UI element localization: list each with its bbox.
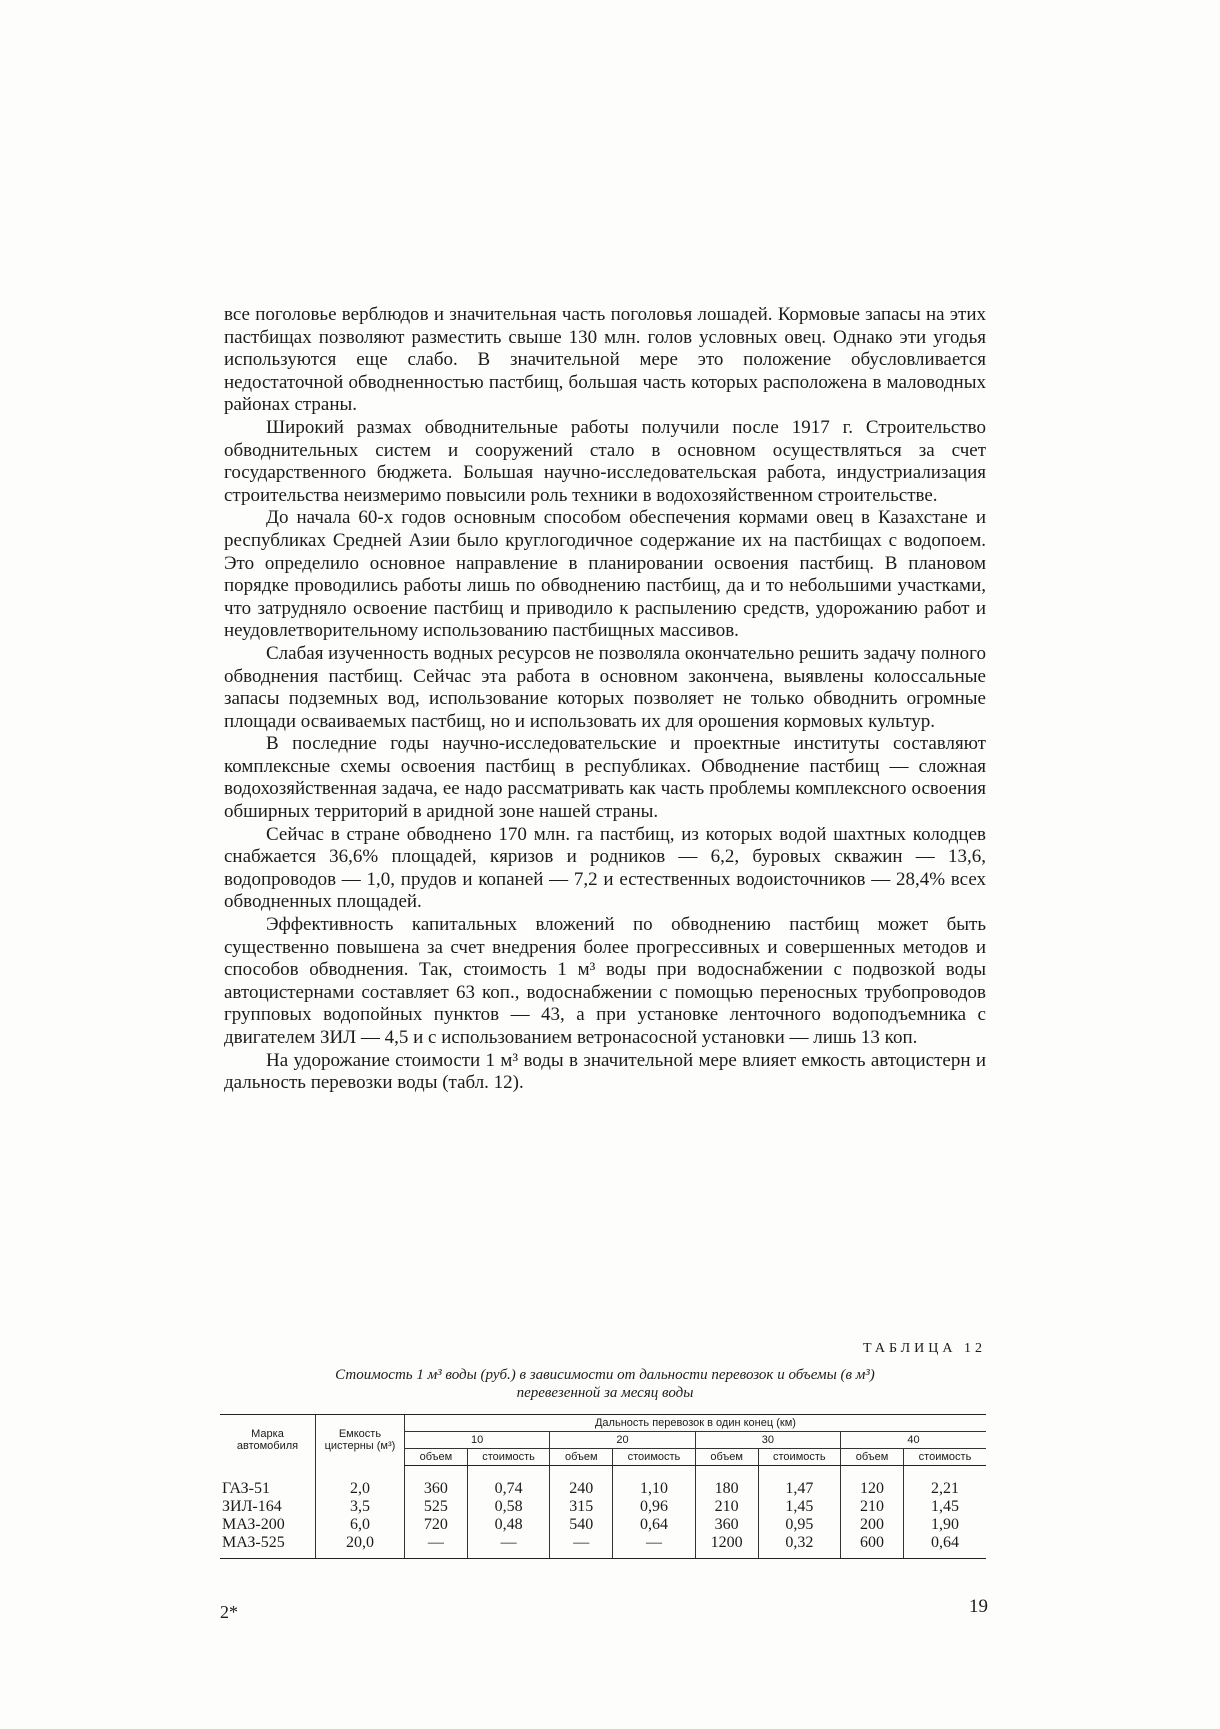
paragraph: Широкий размах обводнительные работы получили после 1917 г. Строительство обводнительных систем и сооружений стало в основном осуществляться за счет государственного бюджета. Большая научно-исследовательская работа, индустриализация строительства неизмеримо повысили роль техники в водохозяйственном строительстве. <box>224 416 986 506</box>
cell-cost: 1,10 <box>613 1466 695 1499</box>
cell-cost: 0,96 <box>613 1498 695 1516</box>
cell-volume: 210 <box>841 1498 904 1516</box>
cell-cost: 0,58 <box>467 1498 549 1516</box>
page-number: 19 <box>969 1596 988 1617</box>
cell-volume: 720 <box>404 1516 467 1534</box>
paragraph: Эффективность капитальных вложений по обводнению пастбищ может быть существенно повышена за счет внедрения более прогрессивных и совершенных методов и способов обводнения. Так, стоимость 1 м³ воды при водоснабжении с подвозкой воды автоцистернами составляет 63 коп., водоснабжении с помощью переносных трубопроводов групповых водопойных пунктов — 43, а при установке ленточного водоподъемника с двигателем ЗИЛ — 4,5 и с использованием ветронасосной установки — лишь 13 коп. <box>224 914 986 1048</box>
cell-volume: 360 <box>404 1466 467 1499</box>
row-brand: ГАЗ-51 <box>222 1479 271 1497</box>
header-volume: объем <box>841 1449 904 1466</box>
cell-cost: 0,74 <box>467 1466 549 1499</box>
cell-cost: 0,48 <box>467 1516 549 1534</box>
cell-cost: 2,21 <box>903 1466 986 1499</box>
row-brand: МАЗ-525 <box>220 1534 315 1559</box>
header-distance-value: 40 <box>841 1432 986 1449</box>
cell-volume: 1200 <box>695 1534 758 1559</box>
cell-cost: 0,64 <box>613 1516 695 1534</box>
table-row <box>220 1516 986 1534</box>
row-capacity: 20,0 <box>315 1534 404 1559</box>
cell-cost: 1,90 <box>903 1516 986 1534</box>
cell-volume: 315 <box>550 1498 613 1516</box>
header-distance-value: 30 <box>695 1432 840 1449</box>
cost-table <box>220 1414 986 1559</box>
row-capacity: 3,5 <box>315 1498 404 1516</box>
header-distance-value: 20 <box>550 1432 695 1449</box>
header-cost: стоимость <box>467 1449 549 1466</box>
paragraph: все поголовье верблюдов и значительная часть поголовья лошадей. Кормовые запасы на этих пастбищах позволяют разместить свыше 130 млн. голов условных овец. Однако эти угодья используются еще слабо. В значительной мере это положение обусловливается недостаточной обводненностью пастбищ, большая часть которых расположена в маловодных районах страны. <box>224 304 986 416</box>
header-volume: объем <box>550 1449 613 1466</box>
cell-cost: 0,32 <box>758 1534 840 1559</box>
paragraph: Слабая изученность водных ресурсов не позволяла окончательно решить задачу полного обводнения пастбищ. Сейчас эта работа в основном закончена, выявлены колоссальные запасы подземных вод, использование которых позволяет не только обводнить огромные площади осваиваемых пастбищ, но и использовать их для орошения кормовых культур. <box>224 642 986 732</box>
table-row <box>220 1534 986 1559</box>
cell-volume: 360 <box>695 1516 758 1534</box>
paragraph: Сейчас в стране обводнено 170 млн. га пастбищ, из которых водой шахтных колодцев снабжается 36,6% площадей, кяризов и родников — 6,2, буровых скважин — 13,6, водопроводов — 1,0, прудов и копаней — 7,2 и естественных водоисточников — 28,4% всех обводненных площадей. <box>224 823 986 913</box>
header-distance-value: 10 <box>404 1432 549 1449</box>
cell-cost: 0,95 <box>758 1516 840 1534</box>
header-brand: Марка автомобиля <box>220 1415 315 1466</box>
cell-volume: 540 <box>550 1516 613 1534</box>
header-capacity: Емкость цистерны (м³) <box>315 1415 404 1466</box>
cell-volume: 120 <box>841 1466 904 1499</box>
cell-volume: 600 <box>841 1534 904 1559</box>
cell-volume: 210 <box>695 1498 758 1516</box>
table-row <box>220 1498 986 1516</box>
cell-cost: — <box>467 1534 549 1559</box>
cell-cost: 1,47 <box>758 1466 840 1499</box>
cell-volume: 525 <box>404 1498 467 1516</box>
header-cost: стоимость <box>613 1449 695 1466</box>
row-capacity: 2,0 <box>315 1466 404 1499</box>
header-volume: объем <box>695 1449 758 1466</box>
cell-cost: — <box>613 1534 695 1559</box>
body-text <box>224 304 986 1095</box>
cell-cost: 1,45 <box>903 1498 986 1516</box>
paragraph: На удорожание стоимости 1 м³ воды в значительной мере влияет емкость автоцистерн и дальность перевозки воды (табл. 12). <box>224 1049 986 1094</box>
cell-cost: 1,45 <box>758 1498 840 1516</box>
header-cost: стоимость <box>903 1449 986 1466</box>
row-brand: МАЗ-200 <box>222 1516 285 1533</box>
paragraph: До начала 60-х годов основным способом обеспечения кормами овец в Казахстане и республиках Средней Азии было круглогодичное содержание их на пастбищах с водопоем. Это определило основное направление в планировании освоения пастбищ. В плановом порядке проводились работы лишь по обводнению пастбищ, да и то небольшими участками, что затрудняло освоение пастбищ и приводило к распылению средств, удорожанию работ и неудовлетворительному использованию пастбищных массивов. <box>224 507 986 642</box>
table-caption <box>224 1366 986 1402</box>
cell-cost: 0,64 <box>903 1534 986 1559</box>
row-brand: ЗИЛ-164 <box>222 1498 282 1515</box>
cell-volume: 240 <box>550 1466 613 1499</box>
cell-volume: — <box>404 1534 467 1559</box>
header-cost: стоимость <box>758 1449 840 1466</box>
cell-volume: 200 <box>841 1516 904 1534</box>
cell-volume: 180 <box>695 1466 758 1499</box>
row-capacity: 6,0 <box>315 1516 404 1534</box>
table-row <box>220 1466 986 1499</box>
table-caption-line: Стоимость 1 м³ воды (руб.) в зависимости от дальности перевозок и объемы (в м³) <box>335 1367 875 1383</box>
table-label: ТАБЛИЦА 12 <box>863 1341 986 1356</box>
header-volume: объем <box>404 1449 467 1466</box>
cell-volume: — <box>550 1534 613 1559</box>
paragraph: В последние годы научно-исследовательские и проектные институты составляют комплексные схемы освоения пастбищ в республиках. Обводнение пастбищ — сложная водохозяйственная задача, ее надо рассматривать как часть проблемы комплексного освоения обширных территорий в аридной зоне нашей страны. <box>224 733 986 823</box>
signature-mark: 2* <box>220 1602 238 1622</box>
header-distance: Дальность перевозок в один конец (км) <box>404 1415 986 1432</box>
table-caption-line: перевезенной за месяц воды <box>516 1385 694 1401</box>
